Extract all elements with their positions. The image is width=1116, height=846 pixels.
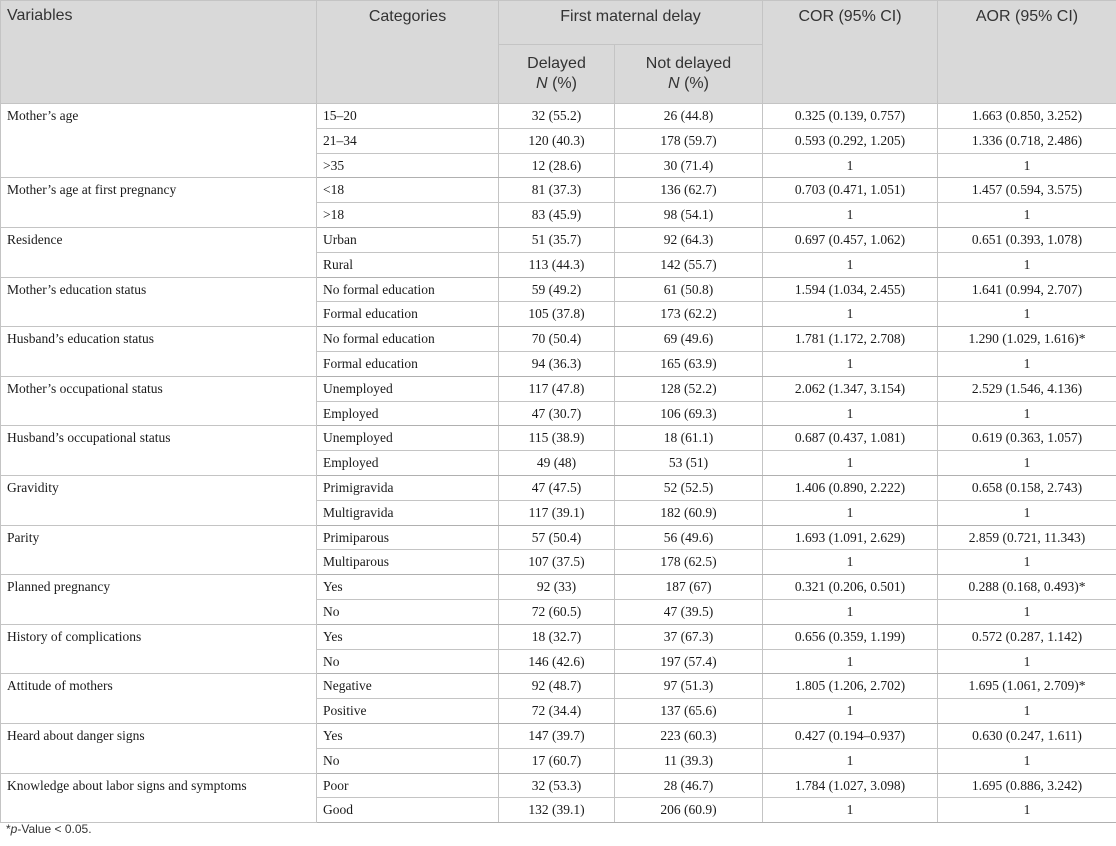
aor-cell: 1 [938,252,1116,277]
aor-cell: 1.641 (0.994, 2.707) [938,277,1116,302]
delayed-cell: 51 (35.7) [499,227,615,252]
category-cell: <18 [317,178,499,203]
aor-cell: 1.336 (0.718, 2.486) [938,128,1116,153]
header-not-delayed-n: N [668,75,680,92]
table-row [1,674,1116,699]
header-not-delayed-label: Not delayed [645,55,732,72]
table-row [1,376,1116,401]
header-not-delayed-pct: (%) [684,75,709,92]
delayed-cell: 57 (50.4) [499,525,615,550]
category-cell: >35 [317,153,499,178]
delayed-cell: 117 (39.1) [499,500,615,525]
delayed-cell: 92 (33) [499,575,615,600]
delayed-cell: 70 (50.4) [499,327,615,352]
category-cell: >18 [317,203,499,228]
category-cell: Multiparous [317,550,499,575]
cor-cell: 1.693 (1.091, 2.629) [763,525,938,550]
category-cell: Primiparous [317,525,499,550]
not-delayed-cell: 97 (51.3) [615,674,763,699]
cor-cell: 1.805 (1.206, 2.702) [763,674,938,699]
delayed-cell: 83 (45.9) [499,203,615,228]
table-row [1,178,1116,203]
delayed-cell: 72 (34.4) [499,699,615,724]
variable-cell: Residence [1,227,317,277]
delayed-cell: 117 (47.8) [499,376,615,401]
category-cell: Unemployed [317,426,499,451]
cor-cell: 0.593 (0.292, 1.205) [763,128,938,153]
delayed-cell: 92 (48.7) [499,674,615,699]
aor-cell: 0.651 (0.393, 1.078) [938,227,1116,252]
category-cell: Yes [317,624,499,649]
cor-cell: 1 [763,798,938,823]
not-delayed-cell: 137 (65.6) [615,699,763,724]
not-delayed-cell: 47 (39.5) [615,599,763,624]
not-delayed-cell: 106 (69.3) [615,401,763,426]
cor-cell: 1.784 (1.027, 3.098) [763,773,938,798]
variable-cell: Attitude of mothers [1,674,317,724]
category-cell: Yes [317,723,499,748]
cor-cell: 1 [763,748,938,773]
not-delayed-cell: 26 (44.8) [615,104,763,129]
aor-cell: 1 [938,302,1116,327]
cor-cell: 1 [763,649,938,674]
cor-cell: 1.406 (0.890, 2.222) [763,475,938,500]
cor-cell: 1 [763,153,938,178]
not-delayed-cell: 142 (55.7) [615,252,763,277]
aor-cell: 1 [938,451,1116,476]
not-delayed-cell: 11 (39.3) [615,748,763,773]
table-row [1,426,1116,451]
header-delayed-pct: (%) [552,75,577,92]
aor-cell: 1 [938,748,1116,773]
delayed-cell: 32 (53.3) [499,773,615,798]
cor-cell: 1 [763,401,938,426]
aor-cell: 1 [938,599,1116,624]
category-cell: Primigravida [317,475,499,500]
category-cell: Poor [317,773,499,798]
footnote-text: -Value < 0.05. [17,822,92,836]
header-aor: AOR (95% CI) [938,1,1116,104]
aor-cell: 1.663 (0.850, 3.252) [938,104,1116,129]
variable-cell: Planned pregnancy [1,575,317,625]
aor-cell: 1.695 (1.061, 2.709)* [938,674,1116,699]
delayed-cell: 72 (60.5) [499,599,615,624]
aor-cell: 0.288 (0.168, 0.493)* [938,575,1116,600]
table-row [1,475,1116,500]
cor-cell: 1.781 (1.172, 2.708) [763,327,938,352]
delayed-cell: 47 (47.5) [499,475,615,500]
table-row [1,327,1116,352]
table-row [1,723,1116,748]
cor-cell: 1 [763,302,938,327]
delayed-cell: 94 (36.3) [499,351,615,376]
delayed-cell: 107 (37.5) [499,550,615,575]
category-cell: 21–34 [317,128,499,153]
cor-cell: 0.321 (0.206, 0.501) [763,575,938,600]
aor-cell: 1.695 (0.886, 3.242) [938,773,1116,798]
header-categories: Categories [317,1,499,104]
aor-cell: 1 [938,153,1116,178]
footnote-p: p [10,822,18,836]
delayed-cell: 115 (38.9) [499,426,615,451]
table-row [1,104,1116,129]
aor-cell: 1 [938,798,1116,823]
cor-cell: 0.325 (0.139, 0.757) [763,104,938,129]
delayed-cell: 105 (37.8) [499,302,615,327]
header-first-maternal-delay: First maternal delay [499,1,763,45]
cor-cell: 1 [763,500,938,525]
delayed-cell: 146 (42.6) [499,649,615,674]
table-row [1,277,1116,302]
table-row [1,227,1116,252]
cor-cell: 0.656 (0.359, 1.199) [763,624,938,649]
delayed-cell: 32 (55.2) [499,104,615,129]
delayed-cell: 132 (39.1) [499,798,615,823]
not-delayed-cell: 18 (61.1) [615,426,763,451]
category-cell: No [317,748,499,773]
not-delayed-cell: 173 (62.2) [615,302,763,327]
aor-cell: 0.658 (0.158, 2.743) [938,475,1116,500]
delayed-cell: 12 (28.6) [499,153,615,178]
category-cell: Rural [317,252,499,277]
not-delayed-cell: 223 (60.3) [615,723,763,748]
header-delayed [499,45,615,104]
aor-cell: 1 [938,401,1116,426]
header-delayed-n: N [536,75,548,92]
not-delayed-cell: 37 (67.3) [615,624,763,649]
aor-cell: 1.290 (1.029, 1.616)* [938,327,1116,352]
category-cell: No [317,649,499,674]
not-delayed-cell: 92 (64.3) [615,227,763,252]
not-delayed-cell: 28 (46.7) [615,773,763,798]
delayed-cell: 59 (49.2) [499,277,615,302]
cor-cell: 1.594 (1.034, 2.455) [763,277,938,302]
delayed-cell: 47 (30.7) [499,401,615,426]
category-cell: Multigravida [317,500,499,525]
aor-cell: 1 [938,699,1116,724]
aor-cell: 1 [938,203,1116,228]
not-delayed-cell: 206 (60.9) [615,798,763,823]
not-delayed-cell: 30 (71.4) [615,153,763,178]
table-row [1,575,1116,600]
not-delayed-cell: 128 (52.2) [615,376,763,401]
aor-cell: 0.619 (0.363, 1.057) [938,426,1116,451]
category-cell: Unemployed [317,376,499,401]
variable-cell: History of complications [1,624,317,674]
table-header [1,1,1116,104]
category-cell: Employed [317,451,499,476]
aor-cell: 1 [938,351,1116,376]
category-cell: Good [317,798,499,823]
footnote-star: * [6,822,11,836]
delayed-cell: 18 (32.7) [499,624,615,649]
category-cell: Positive [317,699,499,724]
category-cell: 15–20 [317,104,499,129]
category-cell: Negative [317,674,499,699]
category-cell: Formal education [317,302,499,327]
not-delayed-cell: 178 (62.5) [615,550,763,575]
variable-cell: Mother’s age [1,104,317,178]
variable-cell: Heard about danger signs [1,723,317,773]
delayed-cell: 17 (60.7) [499,748,615,773]
variable-cell: Knowledge about labor signs and symptoms [1,773,317,823]
category-cell: Formal education [317,351,499,376]
category-cell: Employed [317,401,499,426]
header-delayed-label: Delayed [527,55,586,72]
not-delayed-cell: 61 (50.8) [615,277,763,302]
delayed-cell: 49 (48) [499,451,615,476]
variable-cell: Mother’s education status [1,277,317,327]
category-cell: Yes [317,575,499,600]
cor-cell: 1 [763,203,938,228]
cor-cell: 0.687 (0.437, 1.081) [763,426,938,451]
aor-cell: 2.529 (1.546, 4.136) [938,376,1116,401]
aor-cell: 1.457 (0.594, 3.575) [938,178,1116,203]
aor-cell: 0.572 (0.287, 1.142) [938,624,1116,649]
aor-cell: 2.859 (0.721, 11.343) [938,525,1116,550]
variable-cell: Husband’s occupational status [1,426,317,476]
not-delayed-cell: 182 (60.9) [615,500,763,525]
header-variables: Variables [1,1,317,104]
table-row [1,525,1116,550]
category-cell: No [317,599,499,624]
not-delayed-cell: 69 (49.6) [615,327,763,352]
cor-cell: 2.062 (1.347, 3.154) [763,376,938,401]
cor-cell: 1 [763,451,938,476]
cor-cell: 0.697 (0.457, 1.062) [763,227,938,252]
not-delayed-cell: 187 (67) [615,575,763,600]
category-cell: Urban [317,227,499,252]
cor-cell: 0.703 (0.471, 1.051) [763,178,938,203]
not-delayed-cell: 53 (51) [615,451,763,476]
delayed-cell: 81 (37.3) [499,178,615,203]
not-delayed-cell: 197 (57.4) [615,649,763,674]
header-cor: COR (95% CI) [763,1,938,104]
aor-cell: 1 [938,500,1116,525]
aor-cell: 0.630 (0.247, 1.611) [938,723,1116,748]
category-cell: No formal education [317,277,499,302]
delayed-cell: 113 (44.3) [499,252,615,277]
variable-cell: Mother’s occupational status [1,376,317,426]
variable-cell: Mother’s age at first pregnancy [1,178,317,228]
footnote [6,822,92,836]
not-delayed-cell: 165 (63.9) [615,351,763,376]
variable-cell: Gravidity [1,475,317,525]
delayed-cell: 120 (40.3) [499,128,615,153]
not-delayed-cell: 136 (62.7) [615,178,763,203]
not-delayed-cell: 52 (52.5) [615,475,763,500]
category-cell: No formal education [317,327,499,352]
table-row [1,773,1116,798]
cor-cell: 0.427 (0.194–0.937) [763,723,938,748]
aor-cell: 1 [938,550,1116,575]
variable-cell: Husband’s education status [1,327,317,377]
cor-cell: 1 [763,252,938,277]
cor-cell: 1 [763,699,938,724]
cor-cell: 1 [763,550,938,575]
not-delayed-cell: 178 (59.7) [615,128,763,153]
variable-cell: Parity [1,525,317,575]
table-body [1,104,1116,823]
header-not-delayed [615,45,763,104]
table-row [1,624,1116,649]
not-delayed-cell: 56 (49.6) [615,525,763,550]
aor-cell: 1 [938,649,1116,674]
not-delayed-cell: 98 (54.1) [615,203,763,228]
cor-cell: 1 [763,599,938,624]
cor-cell: 1 [763,351,938,376]
delayed-cell: 147 (39.7) [499,723,615,748]
